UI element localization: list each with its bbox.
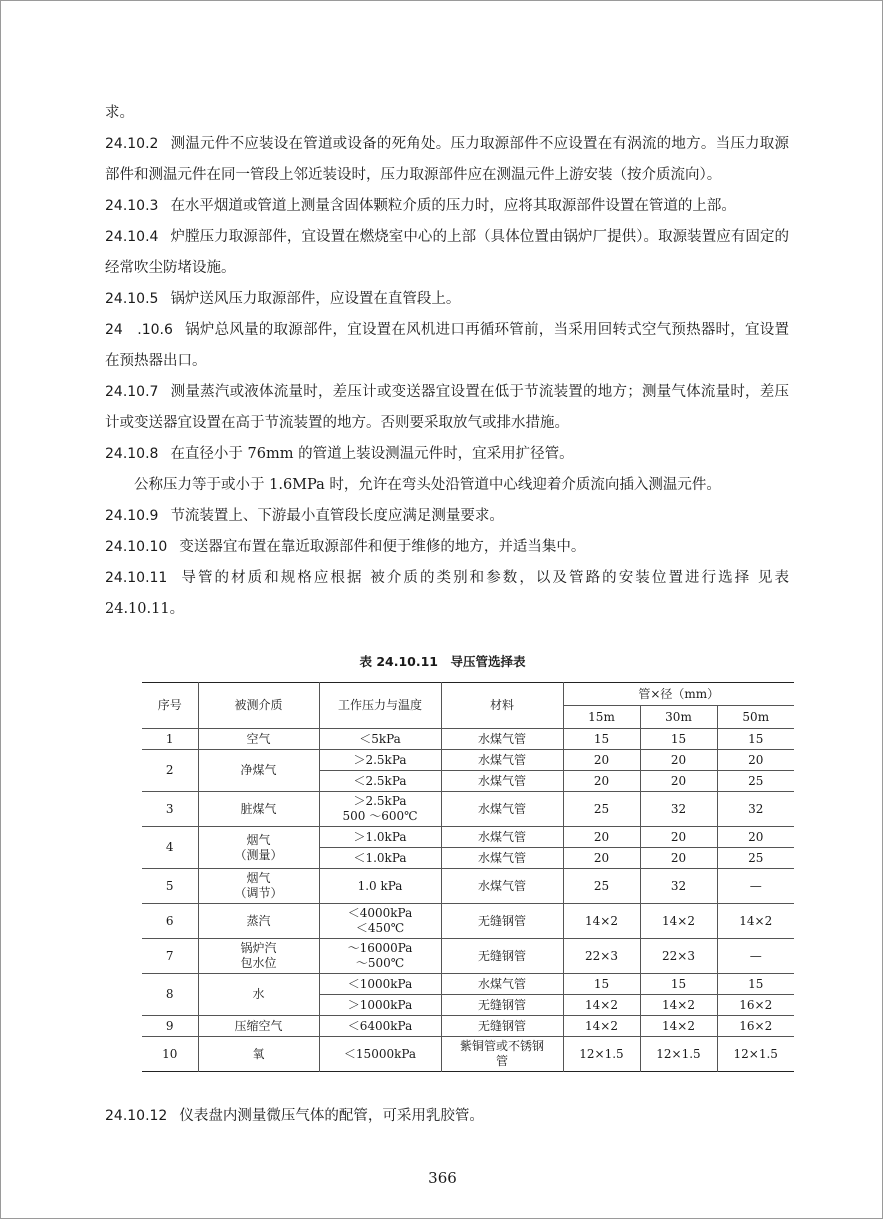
paragraph-text: 炉膛压力取源部件，宜设置在燃烧室中心的上部（具体位置由锅炉厂提供）。取源装置应有固定的经常吹尘防堵设施。 (105, 229, 789, 276)
paragraph-text: 公称压力等于或小于 1.6MPa 时，允许在弯头处沿管道中心线迎着介质流向插入测温元件。 (134, 477, 721, 493)
cell-d2: 12×1.5 (640, 1037, 717, 1072)
header-length-50: 50m (717, 706, 794, 729)
header-material: 材料 (441, 683, 563, 729)
cell-d1: 22×3 (563, 939, 640, 974)
cell-seq: 2 (142, 750, 198, 792)
cell-material: 紫铜管或不锈钢 管 (441, 1037, 563, 1072)
cell-pressure: ＞1000kPa (319, 995, 441, 1016)
cell-medium: 压缩空气 (198, 1016, 319, 1037)
cell-pressure: ＜15000kPa (319, 1037, 441, 1072)
cell-d3: 16×2 (717, 995, 794, 1016)
cell-material: 水煤气管 (441, 869, 563, 904)
cell-pressure: ＞1.0kPa (319, 827, 441, 848)
cell-pressure: ＜5kPa (319, 729, 441, 750)
paragraph (105, 1104, 789, 1125)
cell-material: 无缝钢管 (441, 904, 563, 939)
cell-d3: 20 (717, 827, 794, 848)
clause-number: 24.10.2 (105, 136, 159, 152)
paragraph (105, 129, 789, 191)
cell-seq: 4 (142, 827, 198, 869)
paragraph (105, 470, 789, 501)
cell-seq: 6 (142, 904, 198, 939)
cell-medium: 蒸汽 (198, 904, 319, 939)
cell-medium: 烟气 （调节） (198, 869, 319, 904)
cell-medium: 脏煤气 (198, 792, 319, 827)
paragraph-text: 测量蒸汽或液体流量时，差压计或变送器宜设置在低于节流装置的地方；测量气体流量时，差压计或变送器宜设置在高于节流装置的地方。否则要采取放气或排水措施。 (105, 384, 789, 431)
header-pressure: 工作压力与温度 (319, 683, 441, 729)
cell-d2: 15 (640, 974, 717, 995)
cell-d1: 14×2 (563, 995, 640, 1016)
cell-d2: 32 (640, 869, 717, 904)
clause-number: 24.10.11 (105, 570, 168, 586)
cell-d2: 32 (640, 792, 717, 827)
table-row (142, 974, 794, 995)
cell-material: 水煤气管 (441, 848, 563, 869)
cell-d3: — (717, 939, 794, 974)
paragraph (105, 532, 789, 563)
paragraph-text: 求。 (105, 105, 134, 121)
cell-material: 无缝钢管 (441, 1016, 563, 1037)
body-text (105, 98, 789, 625)
cell-d3: — (717, 869, 794, 904)
paragraph (105, 284, 789, 315)
clause-number: 24.10.7 (105, 384, 159, 400)
header-medium: 被测介质 (198, 683, 319, 729)
cell-d1: 20 (563, 771, 640, 792)
paragraph (105, 439, 789, 470)
cell-d2: 22×3 (640, 939, 717, 974)
clause-number: 24 .10.6 (105, 322, 173, 338)
cell-d2: 20 (640, 750, 717, 771)
table-header-row (142, 683, 794, 706)
cell-d3: 25 (717, 848, 794, 869)
header-seq: 序号 (142, 683, 198, 729)
cell-seq: 7 (142, 939, 198, 974)
clause-number: 24.10.4 (105, 229, 159, 245)
paragraph (105, 377, 789, 439)
cell-d1: 12×1.5 (563, 1037, 640, 1072)
paragraph-text: 变送器宜布置在靠近取源部件和便于维修的地方，并适当集中。 (179, 539, 586, 555)
table-body (142, 729, 794, 1072)
cell-d1: 15 (563, 974, 640, 995)
cell-d3: 12×1.5 (717, 1037, 794, 1072)
cell-seq: 10 (142, 1037, 198, 1072)
cell-pressure: ＜4000kPa ＜450℃ (319, 904, 441, 939)
cell-seq: 3 (142, 792, 198, 827)
cell-d2: 14×2 (640, 904, 717, 939)
cell-d2: 20 (640, 848, 717, 869)
table-row (142, 827, 794, 848)
paragraph-text: 节流装置上、下游最小直管段长度应满足测量要求。 (170, 508, 504, 524)
cell-d1: 20 (563, 827, 640, 848)
paragraph (105, 191, 789, 222)
paragraph-text: 仪表盘内测量微压气体的配管，可采用乳胶管。 (179, 1108, 484, 1124)
table-row (142, 729, 794, 750)
table-row (142, 869, 794, 904)
header-length-15: 15m (563, 706, 640, 729)
clause-number: 24.10.8 (105, 446, 159, 462)
cell-material: 水煤气管 (441, 792, 563, 827)
clause-number: 24.10.9 (105, 508, 159, 524)
cell-d2: 20 (640, 827, 717, 848)
cell-d2: 14×2 (640, 995, 717, 1016)
pressure-pipe-table (142, 682, 794, 1072)
cell-material: 水煤气管 (441, 827, 563, 848)
cell-medium: 净煤气 (198, 750, 319, 792)
clause-number: 24.10.5 (105, 291, 159, 307)
cell-d1: 25 (563, 792, 640, 827)
cell-pressure: ＞2.5kPa (319, 750, 441, 771)
paragraph (105, 501, 789, 532)
cell-d1: 20 (563, 750, 640, 771)
cell-d3: 15 (717, 729, 794, 750)
cell-pressure: ＞2.5kPa 500 ～600℃ (319, 792, 441, 827)
cell-material: 水煤气管 (441, 750, 563, 771)
cell-d3: 32 (717, 792, 794, 827)
cell-pressure: ～16000Pa ～500℃ (319, 939, 441, 974)
cell-d1: 25 (563, 869, 640, 904)
cell-seq: 1 (142, 729, 198, 750)
cell-d1: 14×2 (563, 904, 640, 939)
table-row (142, 750, 794, 771)
paragraph (105, 563, 789, 625)
paragraph (105, 98, 789, 129)
table-caption: 表 24.10.11 导压管选择表 (359, 654, 526, 669)
cell-d3: 20 (717, 750, 794, 771)
cell-material: 无缝钢管 (441, 939, 563, 974)
table-row (142, 1016, 794, 1037)
paragraph-text: 在水平烟道或管道上测量含固体颗粒介质的压力时，应将其取源部件设置在管道的上部。 (170, 198, 736, 214)
cell-d1: 14×2 (563, 1016, 640, 1037)
paragraph (105, 315, 789, 377)
header-pipe-diameter: 管×径（mm） (563, 683, 794, 706)
paragraph-text: 测温元件不应装设在管道或设备的死角处。压力取源部件不应设置在有涡流的地方。当压力取源部件和测温元件在同一管段上邻近装设时，压力取源部件应在测温元件上游安装（按介质流向）。 (105, 136, 789, 183)
cell-d2: 14×2 (640, 1016, 717, 1037)
cell-pressure: ＜1000kPa (319, 974, 441, 995)
paragraph-text: 在直径小于 76mm 的管道上装设测温元件时，宜采用扩径管。 (170, 446, 574, 462)
cell-material: 水煤气管 (441, 974, 563, 995)
cell-seq: 9 (142, 1016, 198, 1037)
cell-medium: 锅炉汽 包水位 (198, 939, 319, 974)
cell-d3: 25 (717, 771, 794, 792)
cell-d1: 15 (563, 729, 640, 750)
cell-seq: 8 (142, 974, 198, 1016)
cell-material: 水煤气管 (441, 729, 563, 750)
cell-medium: 空气 (198, 729, 319, 750)
cell-pressure: 1.0 kPa (319, 869, 441, 904)
clause-number: 24.10.10 (105, 539, 168, 555)
cell-d1: 20 (563, 848, 640, 869)
table-row (142, 904, 794, 939)
cell-medium: 氧 (198, 1037, 319, 1072)
cell-d2: 15 (640, 729, 717, 750)
cell-pressure: ＜6400kPa (319, 1016, 441, 1037)
cell-d3: 14×2 (717, 904, 794, 939)
cell-medium: 烟气 （测量） (198, 827, 319, 869)
cell-medium: 水 (198, 974, 319, 1016)
cell-pressure: ＜1.0kPa (319, 848, 441, 869)
paragraph-text: 锅炉送风压力取源部件，应设置在直管段上。 (170, 291, 461, 307)
cell-pressure: ＜2.5kPa (319, 771, 441, 792)
cell-material: 无缝钢管 (441, 995, 563, 1016)
header-length-30: 30m (640, 706, 717, 729)
table-row (142, 939, 794, 974)
clause-number: 24.10.3 (105, 198, 159, 214)
cell-d3: 15 (717, 974, 794, 995)
table-row (142, 1037, 794, 1072)
paragraph-text: 锅炉总风量的取源部件，宜设置在风机进口再循环管前，当采用回转式空气预热器时，宜设置在预热器出口。 (105, 322, 789, 369)
paragraph-text: 导管的材质和规格应根据 被介质的类别和参数，以及管路的安装位置进行选择 见表24.10.11。 (105, 570, 789, 617)
table-row (142, 792, 794, 827)
cell-material: 水煤气管 (441, 771, 563, 792)
cell-seq: 5 (142, 869, 198, 904)
paragraph (105, 222, 789, 284)
page-number: 366 (428, 1169, 457, 1187)
cell-d2: 20 (640, 771, 717, 792)
cell-d3: 16×2 (717, 1016, 794, 1037)
clause-number: 24.10.12 (105, 1108, 168, 1124)
